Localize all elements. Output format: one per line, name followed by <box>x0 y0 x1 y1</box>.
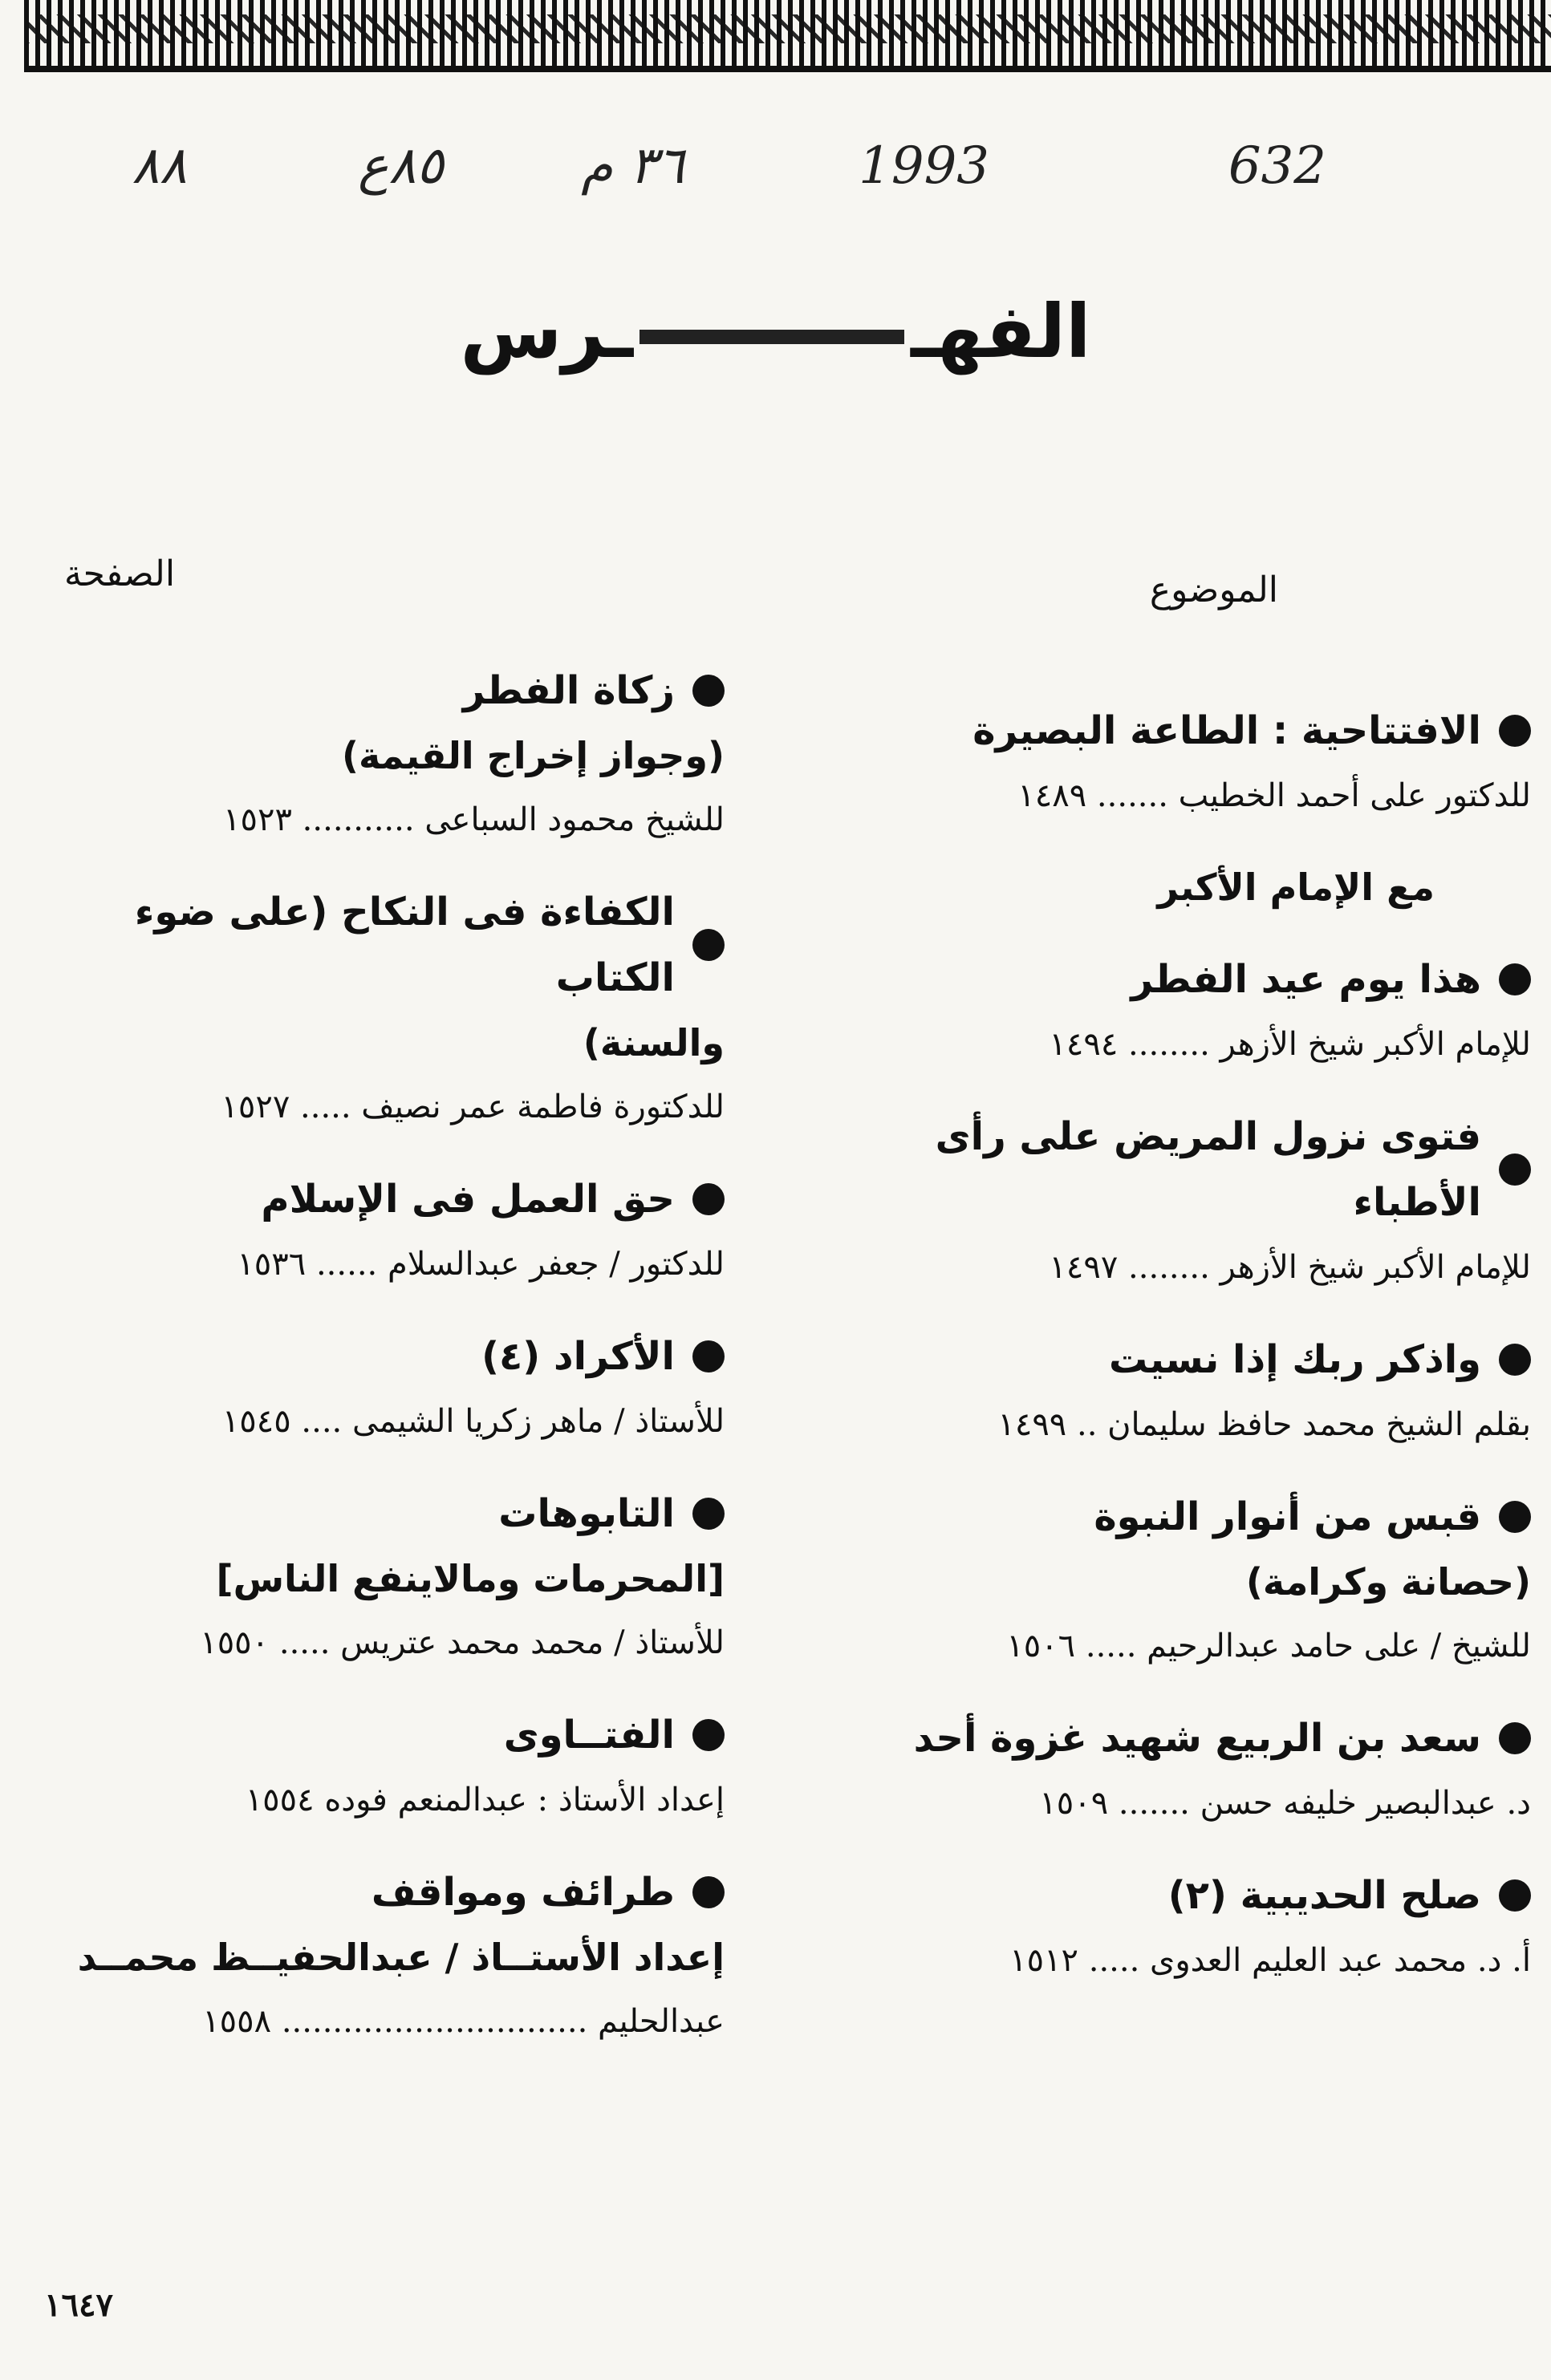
entry-subtitle: إعداد الأستــاذ / عبدالحفيــظ محمــد <box>77 1936 725 1979</box>
entry-title-row <box>18 1324 725 1389</box>
entry-title-row <box>825 947 1531 1012</box>
handwritten-note: ٨٥ع <box>358 136 444 196</box>
entry-title: طرائف ومواقف <box>371 1870 675 1915</box>
entry-subtitle: [المحرمات ومالاينفع الناس] <box>216 1557 725 1600</box>
entry-author-page: للأستاذ / ماهر زكريا الشيمى .... ١٥٤٥ <box>221 1403 725 1440</box>
topic-column-label: الموضوع <box>1149 570 1278 610</box>
entry-author-page: للإمام الأكبر شيخ الأزهر ........ ١٤٩٧ <box>1049 1249 1531 1286</box>
entry-title: حق العمل فى الإسلام <box>261 1177 675 1222</box>
page-title <box>0 289 1551 375</box>
toc-entry <box>825 855 1435 919</box>
handwritten-note: ٣٦ م <box>581 136 684 196</box>
entry-title: صلح الحديبية (٢) <box>1167 1873 1481 1918</box>
toc-entry <box>825 1705 1531 1835</box>
entry-title-row <box>18 1859 725 1925</box>
entry-title: فتوى نزول المريض على رأى الأطباء <box>935 1114 1481 1225</box>
entry-title-row <box>18 879 725 1011</box>
toc-entry <box>18 1481 725 1675</box>
entry-title-row <box>18 658 725 724</box>
decorative-border <box>24 0 1551 72</box>
entry-author-page: للشيخ / على حامد عبدالرحيم ..... ١٥٠٦ <box>1006 1628 1531 1664</box>
entry-author-page: أ. د. محمد عبد العليم العدوى ..... ١٥١٢ <box>1009 1942 1531 1979</box>
entry-author-page: للدكتورة فاطمة عمر نصيف ..... ١٥٢٧ <box>221 1089 725 1125</box>
toc-right-column <box>825 698 1531 2020</box>
page-number: ١٦٤٧ <box>44 2286 113 2324</box>
entry-title-row <box>825 1104 1531 1235</box>
toc-entry <box>825 1484 1531 1678</box>
entry-title: التابوهات <box>498 1491 675 1536</box>
toc-left-column <box>18 658 725 2081</box>
entry-title-row <box>18 1166 725 1232</box>
entry-title: سعد بن الربيع شهيد غزوة أحد <box>913 1716 1481 1761</box>
toc-entry <box>825 1863 1531 1993</box>
entry-title: الأكراد (٤) <box>481 1334 675 1379</box>
entry-author-page: للأستاذ / محمد محمد عتريس ..... ١٥٥٠ <box>200 1624 725 1661</box>
bullet-icon <box>1499 1344 1531 1376</box>
entry-title-row <box>825 1327 1531 1393</box>
toc-entry <box>825 947 1531 1076</box>
entry-title: هذا يوم عيد الفطر <box>1131 957 1481 1002</box>
entry-title-row <box>825 1484 1531 1550</box>
entry-title: الافتتاحية : الطاعة البصيرة <box>972 708 1481 753</box>
bullet-icon <box>692 1340 725 1372</box>
entry-title: الكفاءة فى النكاح (على ضوء الكتاب <box>134 890 675 1000</box>
entry-title-row <box>825 1863 1531 1928</box>
bullet-icon <box>1499 963 1531 995</box>
entry-title-row <box>825 1705 1531 1771</box>
entry-author-page: عبدالحليم .............................. ١٥٥٨ <box>202 2003 725 2040</box>
entry-author-page: للإمام الأكبر شيخ الأزهر ........ ١٤٩٤ <box>1049 1026 1531 1063</box>
bullet-icon <box>1499 1154 1531 1186</box>
entry-subtitle: (وجواز إخراج القيمة) <box>341 734 725 777</box>
bullet-icon <box>692 1719 725 1751</box>
entry-subtitle: (حصانة وكرامة) <box>1245 1560 1531 1604</box>
bullet-icon <box>1499 1501 1531 1533</box>
entry-title-row <box>825 698 1531 764</box>
handwritten-note: ٨٨ <box>132 136 187 196</box>
title-part-right: الفهـ <box>911 289 1091 375</box>
toc-entry <box>825 1327 1531 1457</box>
entry-title: الفتــاوى <box>503 1713 675 1758</box>
page-column-label: الصفحة <box>64 553 176 594</box>
toc-entry <box>825 1104 1531 1299</box>
entry-author-page: بقلم الشيخ محمد حافظ سليمان .. ١٤٩٩ <box>997 1406 1531 1443</box>
handwritten-note: 632 <box>1228 136 1326 196</box>
section-heading: مع الإمام الأكبر <box>1157 866 1435 909</box>
toc-entry <box>18 879 725 1139</box>
bullet-icon <box>692 1498 725 1530</box>
entry-author-page: للشيخ محمود السباعى ........... ١٥٢٣ <box>223 801 725 838</box>
bullet-icon <box>692 675 725 707</box>
toc-entry <box>825 698 1531 828</box>
entry-author-page: د. عبدالبصير خليفه حسن ....... ١٥٠٩ <box>1039 1785 1531 1822</box>
handwritten-note: 1993 <box>859 136 989 196</box>
bullet-icon <box>692 1183 725 1215</box>
entry-title: زكاة الفطر <box>462 668 675 713</box>
bullet-icon <box>692 929 725 961</box>
toc-entry <box>18 1702 725 1832</box>
bullet-icon <box>1499 1879 1531 1912</box>
entry-title-row <box>18 1481 725 1547</box>
toc-entry <box>18 1859 725 2054</box>
entry-title: واذكر ربك إذا نسيت <box>1109 1337 1481 1382</box>
entry-subtitle: والسنة) <box>583 1021 725 1064</box>
entry-title: قبس من أنوار النبوة <box>1094 1494 1481 1539</box>
bullet-icon <box>692 1876 725 1908</box>
entry-author-page: للدكتور / جعفر عبدالسلام ...... ١٥٣٦ <box>237 1246 725 1283</box>
toc-entry <box>18 658 725 852</box>
toc-entry <box>18 1166 725 1296</box>
toc-entry <box>18 1324 725 1454</box>
bullet-icon <box>1499 1722 1531 1754</box>
entry-author-page: إعداد الأستاذ : عبدالمنعم فوده ١٥٥٤ <box>245 1782 725 1818</box>
bullet-icon <box>1499 715 1531 747</box>
title-kashida <box>639 330 904 344</box>
entry-title-row <box>18 1702 725 1768</box>
entry-author-page: للدكتور على أحمد الخطيب ....... ١٤٨٩ <box>1017 777 1531 814</box>
title-part-left: ـرس <box>460 289 634 375</box>
